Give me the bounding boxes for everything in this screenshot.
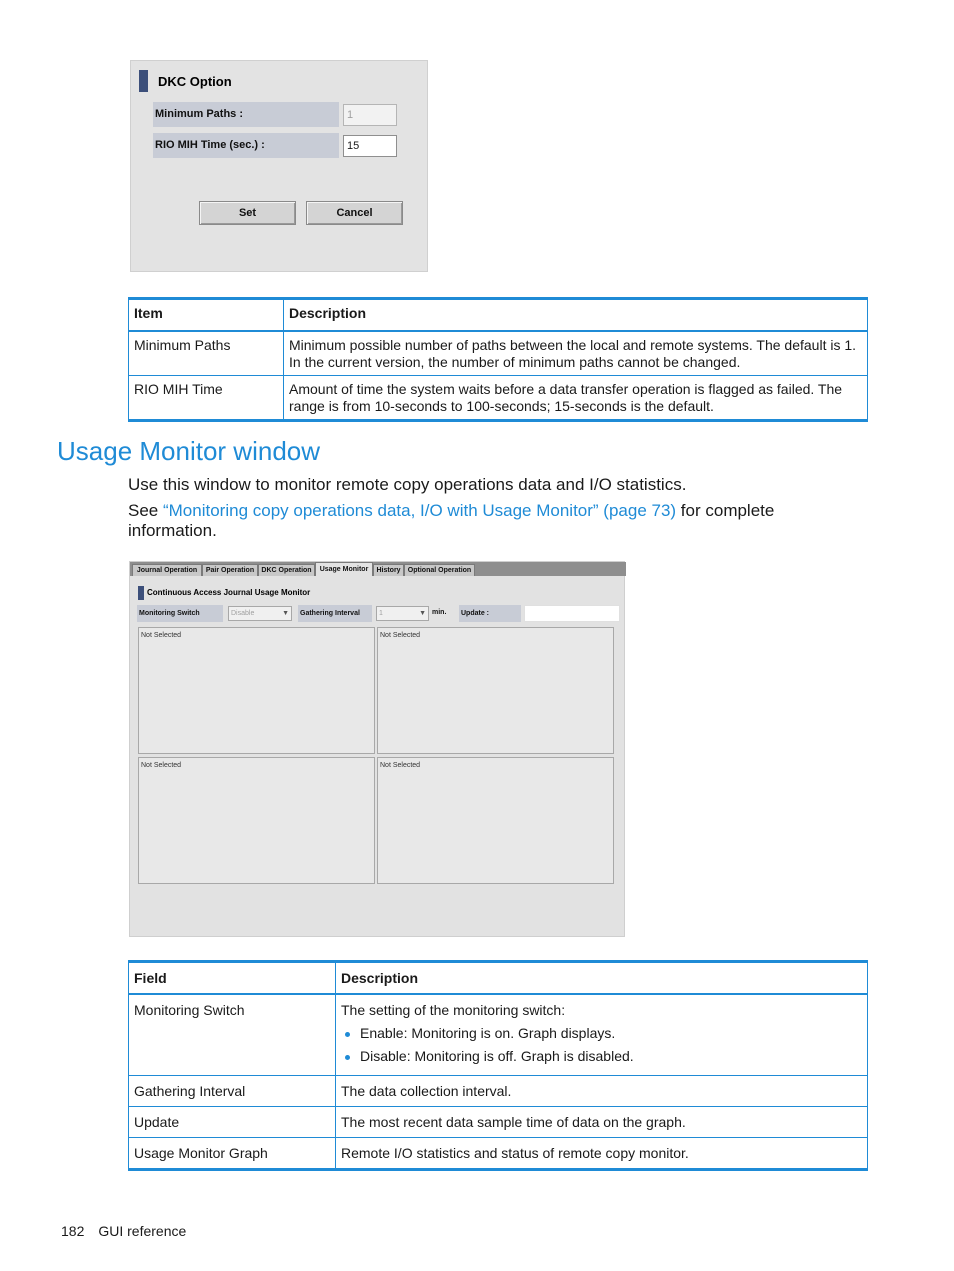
min-paths-field[interactable]: 1 bbox=[343, 104, 397, 126]
cell-description: Minimum possible number of paths between the local and remote systems. The default is 1. In the current version, the number of minimum paths cannot be changed. bbox=[284, 331, 868, 376]
min-paths-label: Minimum Paths : bbox=[153, 102, 339, 127]
section-heading: Usage Monitor window bbox=[57, 436, 321, 466]
bullet-item: Disable: Monitoring is off. Graph is disabled. bbox=[341, 1047, 862, 1066]
tab-optional-operation[interactable]: Optional Operation bbox=[404, 564, 475, 576]
see-prefix: See bbox=[128, 501, 163, 520]
cell-item: Minimum Paths bbox=[129, 331, 284, 376]
cell-field: Monitoring Switch bbox=[129, 994, 336, 1076]
cancel-button[interactable]: Cancel bbox=[306, 201, 403, 225]
footer-section-name: GUI reference bbox=[98, 1223, 187, 1239]
usage-monitor-title: Continuous Access Journal Usage Monitor bbox=[147, 588, 311, 597]
pane-status: Not Selected bbox=[380, 762, 421, 769]
header-item: Item bbox=[129, 299, 284, 332]
update-label: Update : bbox=[459, 605, 521, 622]
tab-dkc-operation[interactable]: DKC Operation bbox=[258, 564, 315, 576]
pane-status: Not Selected bbox=[141, 762, 182, 769]
cell-description: Amount of time the system waits before a data transfer operation is flagged as failed. The range is from 10-seconds to 100-seconds; 15-seconds is the default. bbox=[284, 376, 868, 421]
monitoring-switch-value: Disable bbox=[231, 610, 255, 617]
table-row bbox=[129, 994, 868, 1076]
graph-pane[interactable] bbox=[138, 627, 375, 754]
tab-journal-operation[interactable]: Journal Operation bbox=[132, 564, 202, 576]
tab-usage-monitor[interactable]: Usage Monitor bbox=[315, 562, 373, 576]
rio-mih-label: RIO MIH Time (sec.) : bbox=[153, 133, 339, 158]
cell-field: Update bbox=[129, 1107, 336, 1138]
table-row bbox=[129, 1076, 868, 1107]
set-button[interactable]: Set bbox=[199, 201, 296, 225]
min-unit-label: min. bbox=[432, 609, 447, 616]
table-row bbox=[129, 1138, 868, 1170]
intro-paragraph: Use this window to monitor remote copy operations data and I/O statistics. bbox=[128, 475, 687, 494]
pane-status: Not Selected bbox=[380, 632, 421, 639]
title-marker bbox=[139, 70, 148, 92]
gathering-interval-value: 1 bbox=[379, 610, 383, 617]
cell-item: RIO MIH Time bbox=[129, 376, 284, 421]
cell-field: Usage Monitor Graph bbox=[129, 1138, 336, 1170]
cell-description: Remote I/O statistics and status of remote copy monitor. bbox=[336, 1138, 868, 1170]
chevron-down-icon: ▼ bbox=[419, 610, 426, 617]
header-description: Description bbox=[336, 962, 868, 995]
bullet-item: Enable: Monitoring is on. Graph displays. bbox=[341, 1024, 862, 1043]
cell-description: The most recent data sample time of data on the graph. bbox=[336, 1107, 868, 1138]
title-marker bbox=[138, 586, 144, 600]
see-paragraph bbox=[128, 501, 818, 541]
usage-monitor-panel bbox=[129, 561, 625, 937]
page-number: 182 bbox=[61, 1223, 85, 1239]
dkc-option-panel bbox=[130, 60, 428, 272]
usage-monitor-table bbox=[128, 960, 868, 1171]
chevron-down-icon: ▼ bbox=[282, 610, 289, 617]
table-row bbox=[129, 1107, 868, 1138]
gathering-interval-label: Gathering Interval bbox=[298, 605, 372, 622]
rio-mih-field[interactable]: 15 bbox=[343, 135, 397, 157]
see-suffix: for complete information. bbox=[128, 501, 775, 540]
description-text: The setting of the monitoring switch: bbox=[341, 1002, 566, 1018]
cell-field: Gathering Interval bbox=[129, 1076, 336, 1107]
cell-description: The data collection interval. bbox=[336, 1076, 868, 1107]
monitoring-switch-label: Monitoring Switch bbox=[137, 605, 223, 622]
table-row bbox=[129, 376, 868, 421]
bullet-list bbox=[341, 1024, 862, 1066]
cell-description bbox=[336, 994, 868, 1076]
pane-status: Not Selected bbox=[141, 632, 182, 639]
gathering-interval-select[interactable] bbox=[376, 606, 429, 621]
graph-pane[interactable] bbox=[138, 757, 375, 884]
update-value-field bbox=[524, 605, 620, 622]
page-footer bbox=[61, 1223, 186, 1239]
tab-pair-operation[interactable]: Pair Operation bbox=[202, 564, 258, 576]
tab-history[interactable]: History bbox=[373, 564, 404, 576]
monitoring-switch-select[interactable] bbox=[228, 606, 292, 621]
table-row bbox=[129, 331, 868, 376]
header-description: Description bbox=[284, 299, 868, 332]
usage-monitor-link[interactable]: “Monitoring copy operations data, I/O with Usage Monitor” (page 73) bbox=[162, 501, 677, 520]
graph-pane[interactable] bbox=[377, 757, 614, 884]
tab-bar bbox=[130, 562, 626, 576]
dkc-option-table bbox=[128, 297, 868, 422]
header-field: Field bbox=[129, 962, 336, 995]
graph-pane[interactable] bbox=[377, 627, 614, 754]
dkc-option-title: DKC Option bbox=[158, 74, 232, 89]
